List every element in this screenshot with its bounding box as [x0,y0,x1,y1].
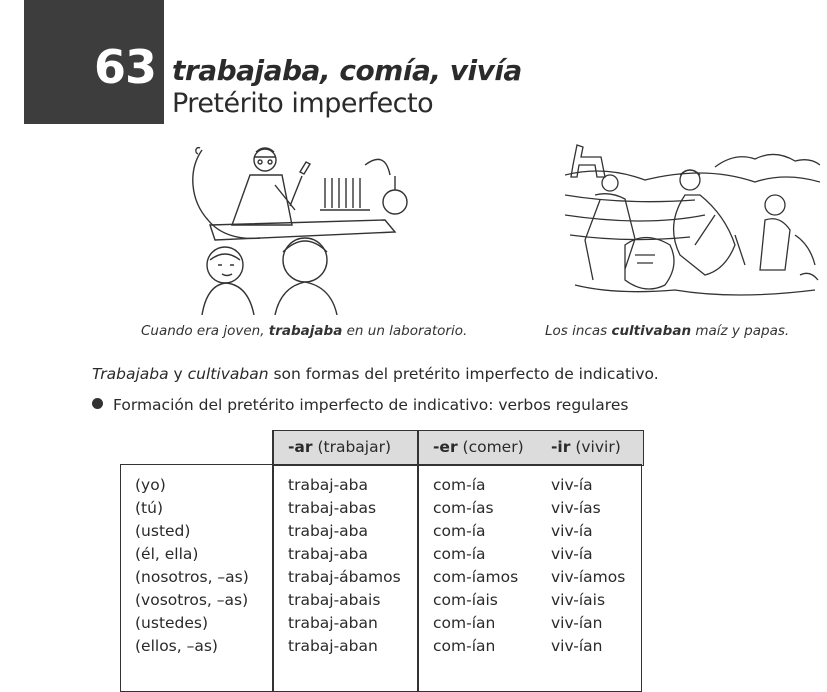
lab-illustration [180,140,430,315]
intro-italic-2: cultivaban [187,365,269,383]
header-er-ending: -er [433,438,458,456]
cell-pronouns: (nosotros, –as) [135,568,249,586]
cell-ir: viv-íais [551,591,606,609]
cell-er: com-ía [433,522,486,540]
cell-ir: viv-ían [551,614,603,632]
cell-ar: trabaj-aban [288,614,378,632]
cell-pronouns: (ellos, –as) [135,637,218,655]
header-er [433,438,524,456]
unit-title: trabajaba, comía, vivía [172,54,522,87]
intro-italic-1: Trabajaba [92,365,169,383]
cell-ar: trabaj-abais [288,591,381,609]
cell-er: com-ían [433,637,496,655]
cell-er: com-íais [433,591,498,609]
unit-number-block [24,0,164,124]
cell-pronouns: (yo) [135,476,166,494]
cell-ir: viv-ía [551,522,593,540]
intro-post: son formas del pretérito imperfecto de indicativo. [268,365,659,383]
unit-number: 63 [94,40,157,94]
cell-pronouns: (él, ella) [135,545,199,563]
caption-right-pre: Los incas [545,323,612,339]
unit-subtitle: Pretérito imperfecto [172,88,434,119]
header-er-verb: (comer) [457,438,524,456]
header-ar [288,438,391,456]
caption-left-post: en un laboratorio. [342,323,468,339]
intro-mid: y [168,365,188,383]
intro-paragraph [92,365,659,383]
cell-ar: trabaj-ábamos [288,568,401,586]
cell-pronouns: (vosotros, –as) [135,591,249,609]
caption-right [545,323,789,339]
cell-er: com-ía [433,476,486,494]
header-ir-verb: (vivir) [570,438,621,456]
cell-ir: viv-ían [551,637,603,655]
bullet-text: Formación del pretérito imperfecto de indicativo: verbos regulares [113,396,629,414]
header-ar-verb: (trabajar) [312,438,392,456]
cell-pronouns: (ustedes) [135,614,209,632]
cell-ar: trabaj-aban [288,637,378,655]
caption-left-pre: Cuando era joven, [141,323,269,339]
bullet-dot-icon [92,398,103,409]
incas-illustration [565,135,820,315]
cell-ir: viv-íamos [551,568,626,586]
caption-right-bold: cultivaban [611,323,692,339]
cell-er: com-íamos [433,568,519,586]
cell-er: com-ías [433,499,494,517]
cell-ar: trabaj-abas [288,499,377,517]
header-ir-ending: -ir [551,438,571,456]
cell-ir: viv-ías [551,499,601,517]
cell-ir: viv-ía [551,476,593,494]
bullet-heading [92,396,628,414]
cell-ar: trabaj-aba [288,545,369,563]
header-ir [551,438,621,456]
cell-ar: trabaj-aba [288,476,369,494]
cell-er: com-ían [433,614,496,632]
cell-pronouns: (tú) [135,499,163,517]
cell-er: com-ía [433,545,486,563]
cell-pronouns: (usted) [135,522,191,540]
header-ar-ending: -ar [288,438,313,456]
caption-left-bold: trabajaba [268,323,343,339]
cell-ar: trabaj-aba [288,522,369,540]
cell-ir: viv-ía [551,545,593,563]
caption-right-post: maíz y papas. [691,323,790,339]
caption-left [141,323,467,339]
